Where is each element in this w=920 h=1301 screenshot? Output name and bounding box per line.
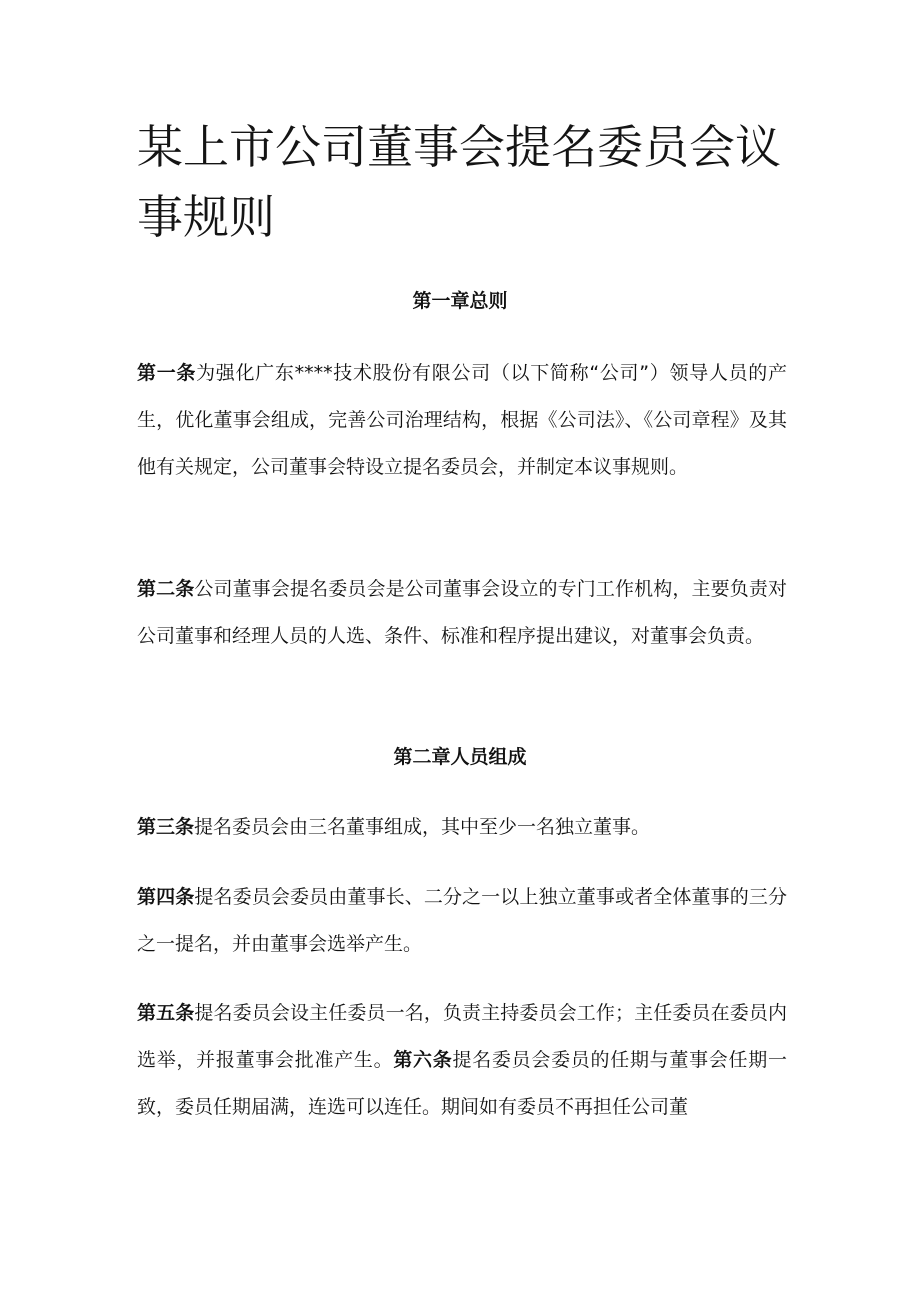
chapter-2-heading: 第二章人员组成 [393, 746, 527, 768]
document-title: 某上市公司董事会提名委员会议事规则 [137, 120, 781, 244]
article-5-text: 提名委员会设主任委员一名，负责主持委员会工作；主任委员在委员内选举，并报董事会批准产生。 [137, 1002, 787, 1071]
article-4-text: 提名委员会委员由董事长、二分之一以上独立董事或者全体董事的三分之一提名，并由董事会选举产生。 [137, 886, 787, 955]
article-6-text: 提名委员会委员的任期与董事会任期一致，委员任期届满，连选可以连任。期间如有委员不再担任公司董 [137, 1049, 787, 1118]
article-4-label: 第四条 [137, 886, 195, 908]
article-2 [137, 566, 787, 660]
article-3-label: 第三条 [137, 816, 195, 838]
article-6-label: 第六条 [393, 1049, 453, 1071]
article-1-label: 第一条 [137, 362, 197, 384]
article-3 [137, 804, 787, 851]
article-1 [137, 350, 787, 491]
article-2-text: 公司董事会提名委员会是公司董事会设立的专门工作机构，主要负责对公司董事和经理人员的人选、条件、标准和程序提出建议，对董事会负责。 [137, 578, 787, 647]
chapter-1-heading: 第一章总则 [412, 290, 508, 312]
article-3-text: 提名委员会由三名董事组成，其中至少一名独立董事。 [194, 816, 651, 838]
article-1-text: 为强化广东****技术股份有限公司（以下简称“公司”）领导人员的产生，优化董事会组成，完善公司治理结构，根据《公司法》、《公司章程》及其他有关规定，公司董事会特设立提名委员会，并制定本议事规则。 [137, 362, 787, 478]
article-4 [137, 874, 787, 968]
article-5-6 [137, 990, 787, 1131]
article-2-label: 第二条 [137, 578, 195, 600]
article-5-label: 第五条 [137, 1002, 195, 1024]
